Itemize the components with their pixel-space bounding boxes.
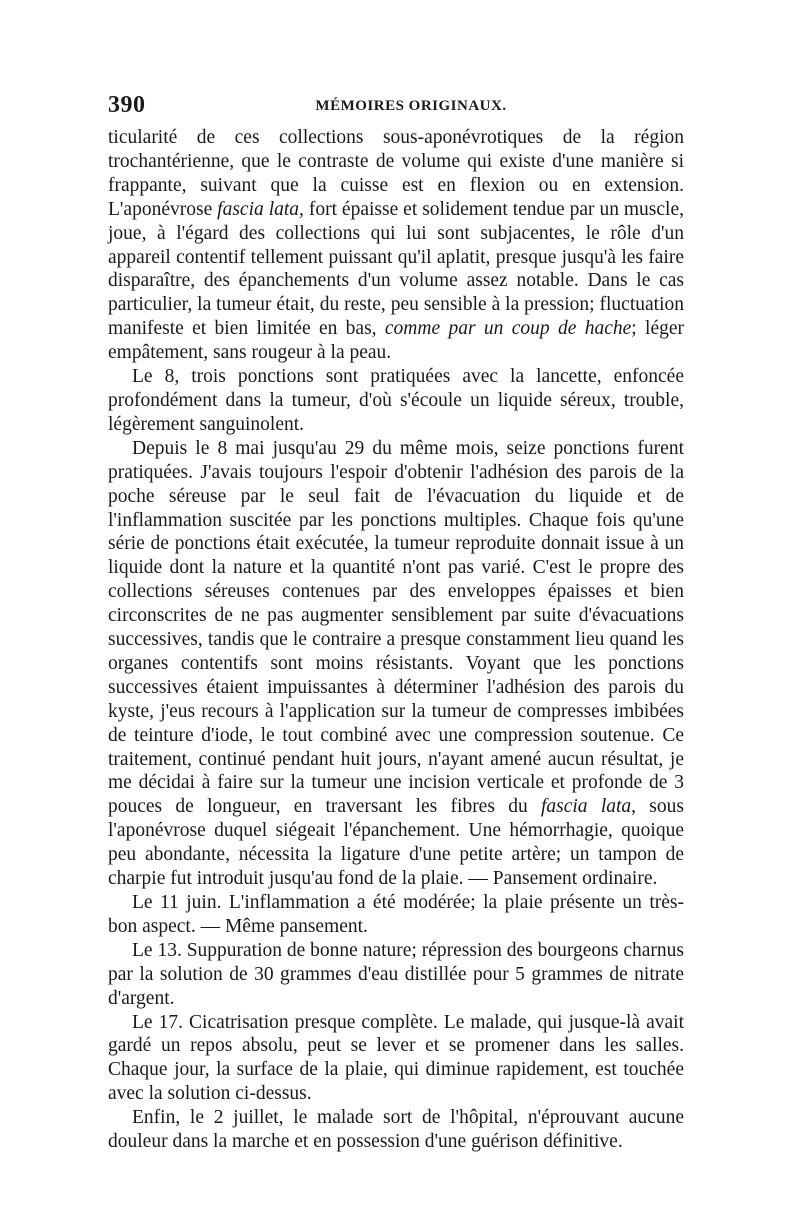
page-number: 390 [108, 92, 146, 118]
italic-term: fascia lata [540, 796, 632, 818]
paragraph: Le 8, trois ponctions sont pratiquées avec la lancette, enfoncée profondément dans la tumeur, d'où s'écoule un liquide séreux, trouble, légèrement sanguinolent. [108, 366, 684, 435]
paragraph: Le 13. Suppuration de bonne nature; répression des bourgeons charnus par la solution de 30 grammes d'eau distillée pour 5 grammes de nitrate d'argent. [108, 939, 685, 1009]
page-header [108, 92, 684, 122]
body-text [108, 126, 684, 1154]
paragraph: Le 11 juin. L'inflammation a été modérée; la plaie présente un très-bon aspect. — Même pansement. [108, 892, 684, 937]
paragraph: Depuis le 8 mai jusqu'au 29 du même mois, seize ponctions furent pratiquées. J'avais toujours l'espoir d'obtenir l'adhésion des parois de la poche séreuse par le seul fait de l'évacuation du liquide et de l'inflammation suscitée par les ponctions multiples. Chaque fois qu'une série de ponctions était exécutée, la tumeur reproduite donnait issue à un liquide dont la nature et la quantité n'ont pas varié. C'est le propre des collections séreuses contenues par des enveloppes épaisses et bien circonscrites de ne pas augmenter sensiblement par suite d'évacuations successives, tandis que le contraire a presque constamment lieu quand les organes contentifs sont moins résistants. Voyant que les ponctions successives étaient impuissantes à déterminer l'adhésion des parois du kyste, j'eus recours à l'application sur la tumeur de compresses imbibées de teinture d'iode, le tout combiné avec une compression soutenue. Ce traitement, continué pendant huit jours, n'ayant amené aucun résultat, je me décidai à faire sur la tumeur une incision verticale et profonde de 3 pouces de longueur, en traversant les fibres du fascia lata, sous l'aponévrose duquel siégeait l'épanchement. Une hémorrhagie, quoique peu abondante, nécessita la ligature d'une petite artère; un tampon de charpie fut introduit jusqu'au fond de la plaie. — Pansement ordinaire. [108, 437, 684, 890]
italic-term: fascia lata, [217, 198, 304, 220]
book-page [108, 92, 684, 1154]
paragraph-continuation: ticularité de ces collections sous-aponévrotiques de la région trochantérienne, que le contraste de volume qui existe d'une manière si frappante, suivant que la cuisse est en flexion ou en extension. L'aponévrose fascia lata, fort épaisse et solidement tendue par un muscle, joue, à l'égard des collections qui lui sont subjacentes, le rôle d'un appareil contentif tellement puissant qu'il aplatit, presque jusqu'à les faire disparaître, des épanchements d'un volume assez notable. Dans le cas particulier, la tumeur était, du reste, peu sensible à la pression; fluctuation manifeste et bien limitée en bas, comme par un coup de hache; léger empâtement, sans rougeur à la peau. [108, 127, 685, 364]
paragraph: Le 17. Cicatrisation presque complète. Le malade, qui jusque-là avait gardé un repos absolu, peut se lever et se promener dans les salles. Chaque jour, la surface de la plaie, qui diminue rapidement, est touchée avec la solution ci-dessus. [108, 1011, 684, 1105]
running-title [108, 98, 684, 115]
paragraph: Enfin, le 2 juillet, le malade sort de l'hôpital, n'éprouvant aucune douleur dans la marche et en possession d'une guérison définitive. [108, 1107, 684, 1153]
running-title-text: MÉMOIRES ORIGINAUX. [315, 98, 507, 114]
italic-phrase: comme par un coup de hache [384, 318, 632, 340]
